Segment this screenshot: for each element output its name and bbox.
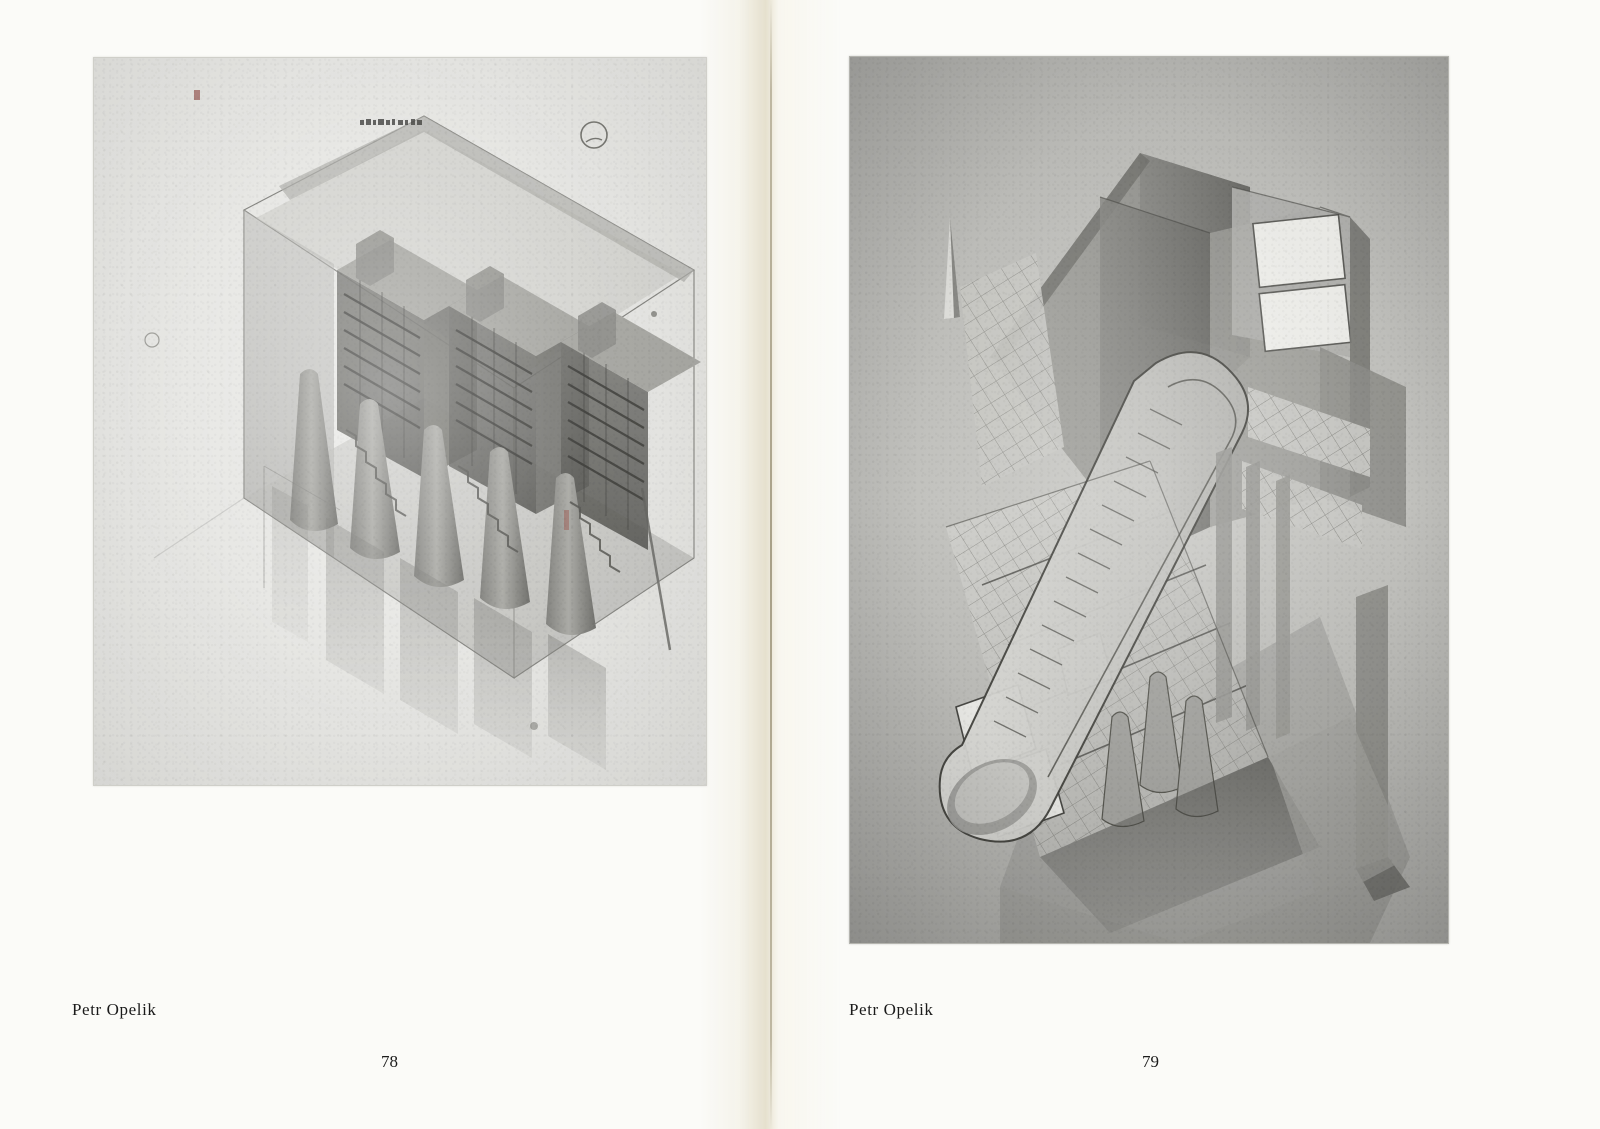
axonometric-drawing-hall-with-stairs [94, 58, 706, 785]
caption-left: Petr Opelik [72, 1000, 157, 1019]
plate-image-right [849, 56, 1449, 944]
page-number-left: 78 [381, 1052, 398, 1071]
plate-image-left [93, 57, 707, 786]
caption-right: Petr Opelik [849, 1000, 934, 1019]
axonometric-drawing-building-with-ramp [850, 57, 1448, 943]
page-number-right: 79 [1142, 1052, 1159, 1071]
